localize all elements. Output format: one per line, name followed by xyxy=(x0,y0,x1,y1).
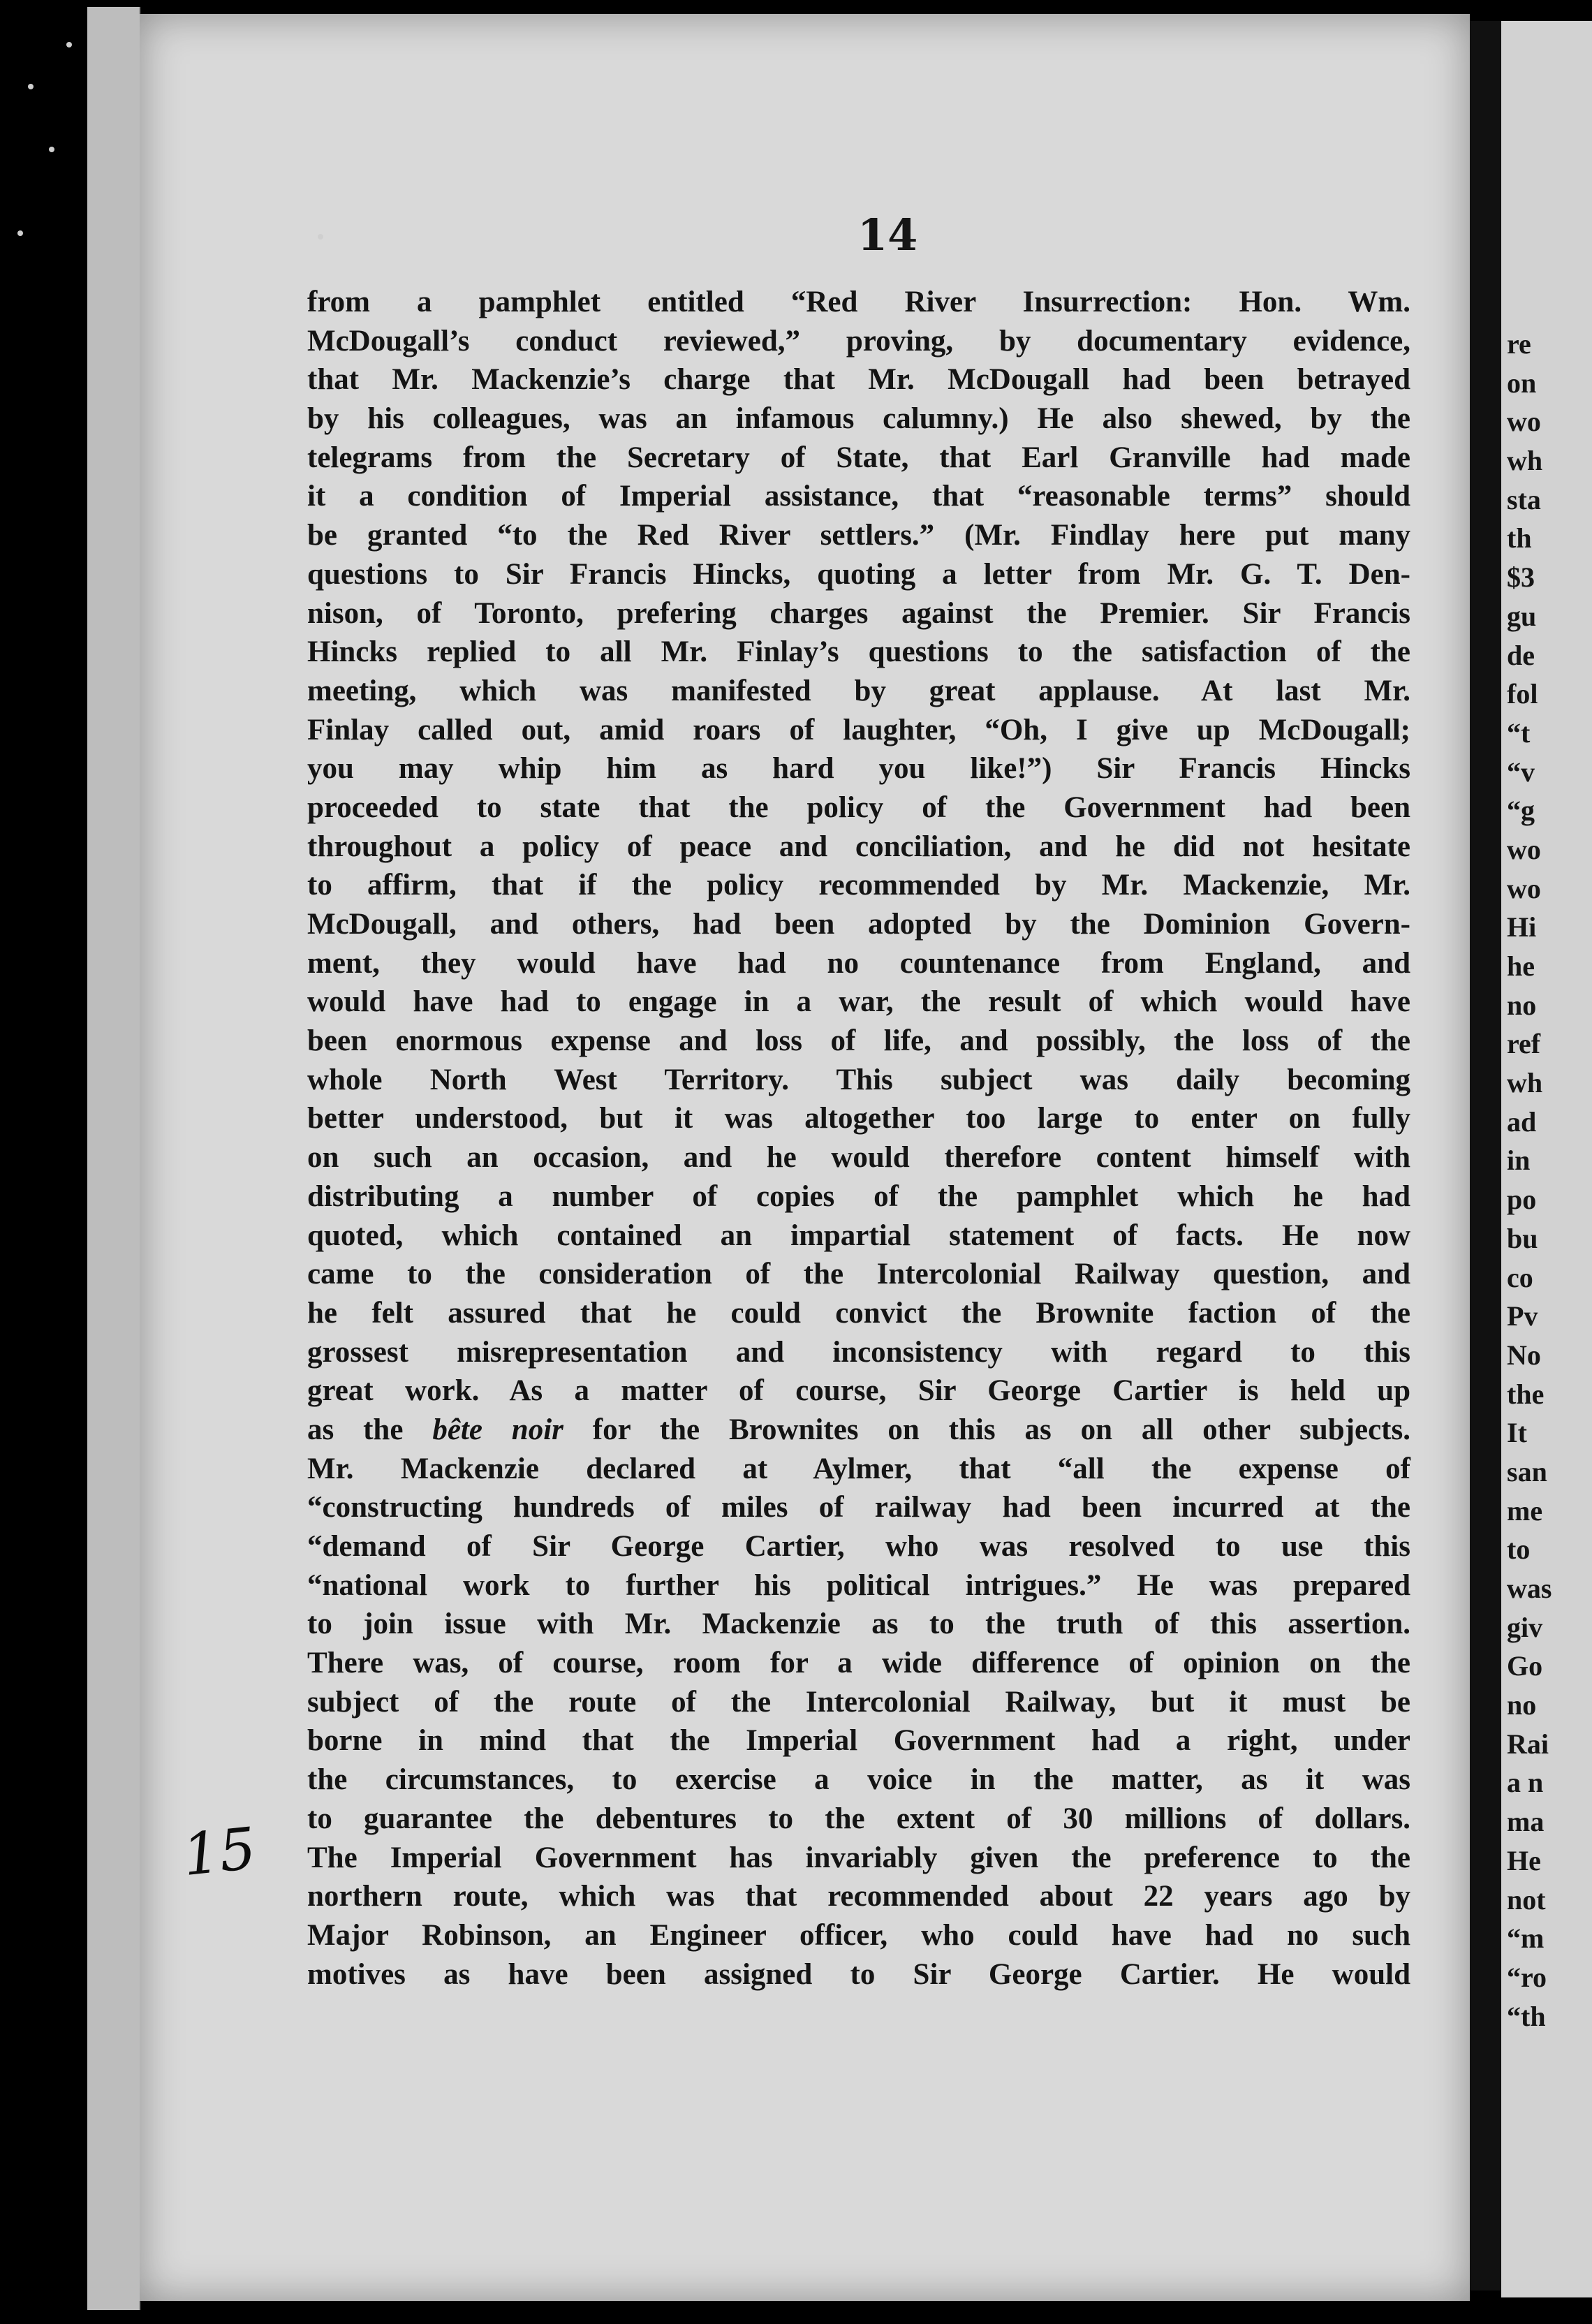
facing-page-fragment: $3 xyxy=(1507,561,1535,594)
text-line: motives as have been assigned to Sir George Cartier. He would xyxy=(307,1957,1410,1991)
facing-page-fragment: san xyxy=(1507,1455,1547,1487)
text-line: to affirm, that if the policy recommended by Mr. Mackenzie, Mr. xyxy=(307,869,1410,902)
text-line: The Imperial Government has invariably given the preference to the xyxy=(307,1841,1410,1874)
facing-page-fragment: ref xyxy=(1507,1028,1541,1060)
facing-page-fragment: a n xyxy=(1507,1767,1544,1799)
facing-page-fragment: bu xyxy=(1507,1222,1538,1254)
speck xyxy=(318,234,323,240)
text-line: as the bête noir for the Brownites on this as on all other subjects. xyxy=(307,1413,1410,1446)
body-text xyxy=(307,283,1410,1994)
text-line: on such an occasion, and he would therefore content himself with xyxy=(307,1141,1410,1175)
text-line: from a pamphlet entitled “Red River Insurrection: Hon. Wm. xyxy=(307,286,1410,318)
page-edge xyxy=(87,7,103,2310)
text-line: would have had to engage in a war, the result of which would have xyxy=(307,985,1410,1019)
facing-page-fragment: Hi xyxy=(1507,911,1537,943)
text-line: that Mr. Mackenzie’s charge that Mr. McDougall had been betrayed xyxy=(307,363,1410,397)
facing-page-fragment: Go xyxy=(1507,1650,1543,1682)
text-line: be granted “to the Red River settlers.” (Mr. Findlay here put many xyxy=(307,519,1410,552)
text-line: “demand of Sir George Cartier, who was resolved to use this xyxy=(307,1530,1410,1563)
text-line: proceeded to state that the policy of the Government had been xyxy=(307,790,1410,824)
text-line: throughout a policy of peace and conciliation, and he did not hesitate xyxy=(307,830,1410,863)
facing-page-fragment: wh xyxy=(1507,1067,1543,1099)
facing-page-fragment: No xyxy=(1507,1339,1541,1371)
facing-page-fragment: wh xyxy=(1507,445,1543,477)
facing-page-fragment: wo xyxy=(1507,872,1541,904)
text-line: ment, they would have had no countenance from England, and xyxy=(307,946,1410,980)
facing-page-fragment: Rai xyxy=(1507,1728,1549,1760)
facing-page-fragment: “t xyxy=(1507,716,1531,749)
text-line: subject of the route of the Intercolonial Railway, but it must be xyxy=(307,1685,1410,1719)
text-line: “national work to further his political intrigues.” He was prepared xyxy=(307,1568,1410,1602)
text-line: There was, of course, room for a wide difference of opinion on the xyxy=(307,1647,1410,1680)
text-line: Hincks replied to all Mr. Finlay’s questions to the satisfaction of the xyxy=(307,635,1410,669)
text-line: questions to Sir Francis Hincks, quoting a letter from Mr. G. T. Den- xyxy=(307,557,1410,591)
text-line: telegrams from the Secretary of State, that Earl Granville had made xyxy=(307,441,1410,474)
text-line: Mr. Mackenzie declared at Aylmer, that “all the expense of xyxy=(307,1452,1410,1485)
facing-page-fragment: re xyxy=(1507,328,1531,360)
facing-page-fragment: “v xyxy=(1507,756,1535,788)
text-line: he felt assured that he could convict the Brownite faction of the xyxy=(307,1296,1410,1330)
text-line: nison, of Toronto, prefering charges against the Premier. Sir Francis xyxy=(307,596,1410,630)
handwritten-page-note: 15 xyxy=(179,1815,260,1890)
italic-phrase: bête noir xyxy=(432,1413,563,1446)
facing-page-fragment: gu xyxy=(1507,600,1537,632)
book-gutter xyxy=(1470,21,1501,2290)
speck xyxy=(49,147,54,152)
text-line: great work. As a matter of course, Sir George Cartier is held up xyxy=(307,1374,1410,1408)
text-line: whole North West Territory. This subject was daily becoming xyxy=(307,1063,1410,1096)
facing-page-fragment: sta xyxy=(1507,483,1541,515)
facing-page-fragment: Pv xyxy=(1507,1300,1538,1332)
facing-page-fragment: co xyxy=(1507,1261,1533,1293)
facing-page-fragments xyxy=(1507,325,1592,2036)
text-line: McDougall’s conduct reviewed,” proving, by documentary evidence, xyxy=(307,324,1410,358)
facing-page-fragment: It xyxy=(1507,1417,1527,1449)
text-line: been enormous expense and loss of life, and possibly, the loss of the xyxy=(307,1024,1410,1058)
text-line: came to the consideration of the Intercolonial Railway question, and xyxy=(307,1258,1410,1291)
facing-page-fragment: me xyxy=(1507,1494,1543,1527)
facing-page-fragment: “th xyxy=(1507,2000,1546,2032)
facing-page-fragment: wo xyxy=(1507,833,1541,865)
facing-page-fragment: in xyxy=(1507,1145,1531,1177)
speck xyxy=(66,42,72,47)
facing-page-fragment: not xyxy=(1507,1883,1546,1915)
facing-page-fragment: “m xyxy=(1507,1922,1545,1955)
text-line: the circumstances, to exercise a voice in the matter, as it was xyxy=(307,1763,1410,1797)
facing-page-fragment: po xyxy=(1507,1184,1537,1216)
page-number: 14 xyxy=(857,209,918,260)
facing-page-fragment: fol xyxy=(1507,678,1538,710)
text-line: meeting, which was manifested by great applause. At last Mr. xyxy=(307,674,1410,707)
text-line: Finlay called out, amid roars of laughter, “Oh, I give up McDougall; xyxy=(307,713,1410,747)
facing-page-fragment: ad xyxy=(1507,1105,1537,1138)
page-edge xyxy=(115,7,131,2310)
text-line: northern route, which was that recommended about 22 years ago by xyxy=(307,1880,1410,1913)
facing-page-fragment: the xyxy=(1507,1378,1545,1410)
facing-page-fragment: to xyxy=(1507,1534,1531,1566)
facing-page-fragment: no xyxy=(1507,1689,1537,1721)
facing-page-fragment: de xyxy=(1507,639,1535,671)
text-line: to join issue with Mr. Mackenzie as to the truth of this assertion. xyxy=(307,1608,1410,1641)
text-line: Major Robinson, an Engineer officer, who could have had no such xyxy=(307,1918,1410,1952)
text-line: McDougall, and others, had been adopted by the Dominion Govern- xyxy=(307,908,1410,941)
facing-page-fragment: He xyxy=(1507,1844,1541,1876)
page-edge xyxy=(101,7,117,2310)
text-line: it a condition of Imperial assistance, that “reasonable terms” should xyxy=(307,480,1410,513)
text-line: “constructing hundreds of miles of railway had been incurred at the xyxy=(307,1491,1410,1524)
facing-page-fragment: th xyxy=(1507,522,1532,554)
facing-page-fragment: wo xyxy=(1507,406,1541,438)
facing-page-fragment: “g xyxy=(1507,795,1535,827)
facing-page-fragment: he xyxy=(1507,950,1535,982)
facing-page xyxy=(1501,21,1592,2297)
text-line: distributing a number of copies of the pamphlet which he had xyxy=(307,1179,1410,1213)
text-line: quoted, which contained an impartial statement of facts. He now xyxy=(307,1219,1410,1252)
text-line: better understood, but it was altogether too large to enter on fully xyxy=(307,1102,1410,1135)
speck xyxy=(28,84,34,89)
facing-page-fragment: “ro xyxy=(1507,1961,1547,1993)
text-line: you may whip him as hard you like!”) Sir Francis Hincks xyxy=(307,752,1410,786)
facing-page-fragment: giv xyxy=(1507,1611,1543,1643)
facing-page-fragment: ma xyxy=(1507,1806,1545,1838)
facing-page-fragment: on xyxy=(1507,367,1537,399)
text-line: borne in mind that the Imperial Government had a right, under xyxy=(307,1724,1410,1758)
facing-page-fragment: was xyxy=(1507,1573,1552,1604)
text-line: to guarantee the debentures to the extent of 30 millions of dollars. xyxy=(307,1802,1410,1835)
speck xyxy=(17,230,23,236)
facing-page-fragment: no xyxy=(1507,989,1537,1021)
text-line: by his colleagues, was an infamous calumny.) He also shewed, by the xyxy=(307,402,1410,436)
text-line: grossest misrepresentation and inconsistency with regard to this xyxy=(307,1335,1410,1369)
